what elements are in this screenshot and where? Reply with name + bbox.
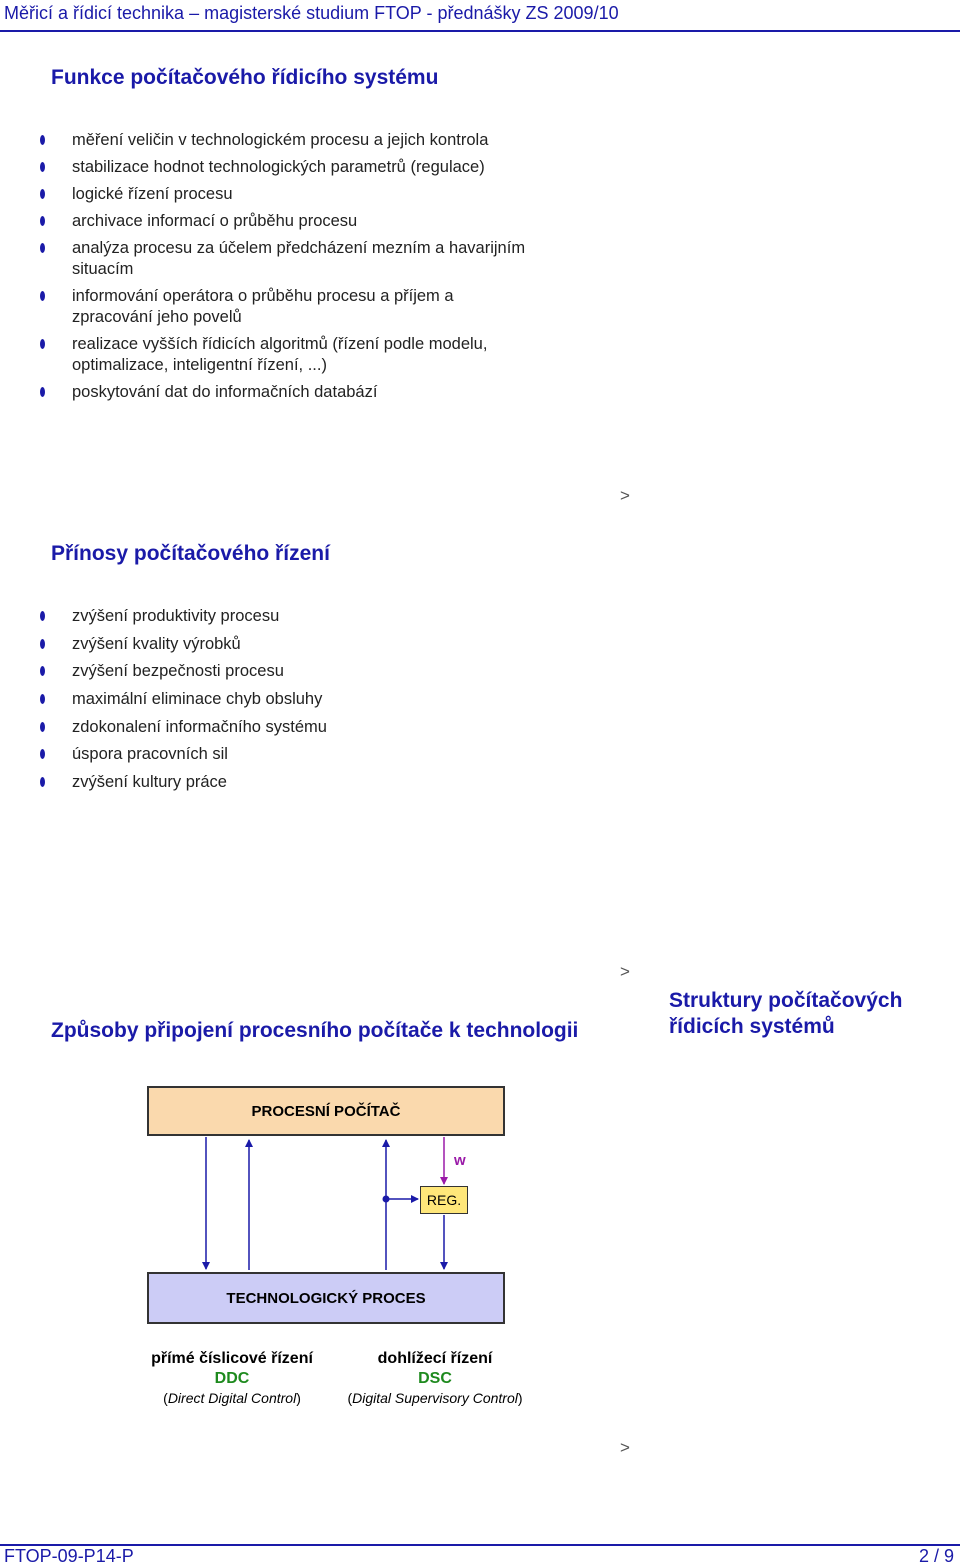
ddc-title: přímé číslicové řízení [151, 1350, 313, 1367]
section-title-structures: Struktury počítačových řídicích systémů [669, 989, 903, 1038]
dsc-abbr: DSC [418, 1370, 452, 1387]
branch-node [383, 1196, 390, 1203]
list-item: realizace vyšších řídicích algoritmů (řízení podle modelu, optimalizace, inteligentní řízení, ...) [40, 334, 542, 376]
ddc-caption [120, 1350, 344, 1406]
dsc-title: dohlížecí řízení [377, 1350, 493, 1367]
section-title-connections: Způsoby připojení procesního počítače k technologii [51, 1019, 579, 1042]
next-arrow[interactable]: > [620, 486, 630, 505]
list-item: analýza procesu za účelem předcházení mezním a havarijním situacím [40, 238, 552, 280]
list-item: měření veličin v technologickém procesu a jejich kontrola [40, 130, 600, 151]
list-item: stabilizace hodnot technologických parametrů (regulace) [40, 157, 600, 178]
footer-divider [0, 1544, 960, 1546]
list-item: informování operátora o průběhu procesu a příjem a zpracování jeho povelů [40, 286, 462, 328]
dsc-caption [330, 1350, 540, 1406]
footer-code: FTOP-09-P14-P [4, 1546, 134, 1566]
section-title-functions: Funkce počítačového řídicího systému [51, 66, 439, 89]
next-arrow[interactable]: > [620, 1438, 630, 1457]
list-item: poskytování dat do informačních databází [40, 382, 600, 403]
dsc-description: (Digital Supervisory Control) [347, 1390, 523, 1406]
ddc-abbr: DDC [214, 1370, 250, 1387]
ddc-description: (Direct Digital Control) [163, 1390, 301, 1406]
technological-process-label: TECHNOLOGICKÝ PROCES [226, 1289, 426, 1307]
header-title: Měřicí a řídicí technika – magisterské studium FTOP - přednášky ZS 2009/10 [4, 3, 619, 23]
list-item: archivace informací o průběhu procesu [40, 211, 600, 232]
regulator-box [420, 1186, 468, 1214]
list-item: zvýšení bezpečnosti procesu [40, 661, 600, 682]
list-item: zvýšení kvality výrobků [40, 634, 600, 655]
list-item: maximální eliminace chyb obsluhy [40, 689, 600, 710]
list-item: zvýšení produktivity procesu [40, 606, 600, 627]
regulator-label: REG. [426, 1192, 462, 1208]
section-title-benefits: Přínosy počítačového řízení [51, 542, 330, 565]
list-item: úspora pracovních sil [40, 744, 600, 765]
technological-process-box [147, 1272, 505, 1324]
list-item: zvýšení kultury práce [40, 772, 600, 793]
page-number: 2 / 9 [918, 1546, 954, 1566]
list-item: zdokonalení informačního systému [40, 717, 600, 738]
process-computer-label: PROCESNÍ POČÍTAČ [251, 1102, 401, 1120]
list-item: logické řízení procesu [40, 184, 600, 205]
next-arrow[interactable]: > [620, 962, 630, 981]
setpoint-label: w [454, 1152, 466, 1169]
